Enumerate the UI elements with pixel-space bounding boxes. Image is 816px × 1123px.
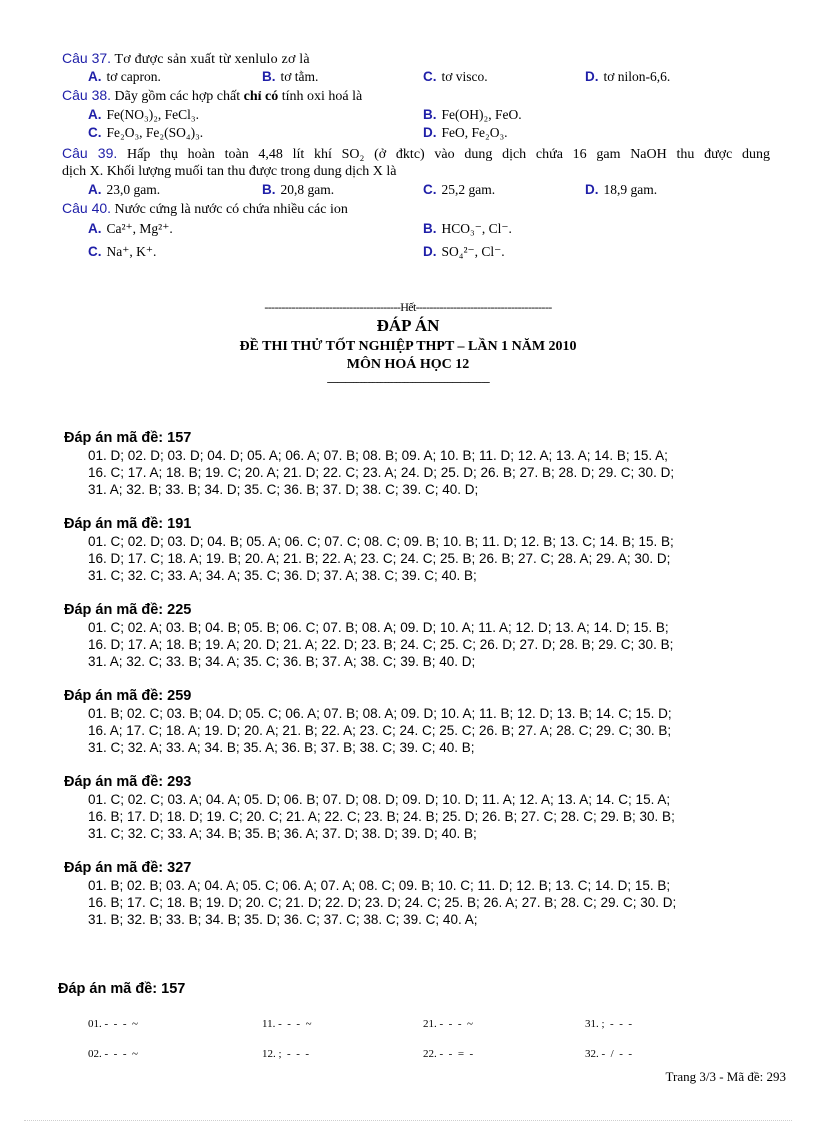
answer-block-225 — [64, 601, 754, 670]
grid-cell: 01. - - - ~ — [88, 1018, 138, 1030]
answer-line: 16. D; 17. C; 18. A; 19. B; 20. A; 21. B; 22. A; 23. C; 24. C; 25. B; 26. B; 27. C; 28. A; 29. A; 30. D; — [88, 551, 671, 566]
answer-line: 16. B; 17. C; 18. B; 19. D; 20. C; 21. D; 22. D; 23. D; 24. C; 25. B; 26. A; 27. B; 28. C; 29. C; 30. D; — [88, 895, 677, 910]
page-footer: Trang 3/3 - Mã đề: 293 — [665, 1069, 786, 1084]
answer-line: 31. C; 32. C; 33. A; 34. A; 35. C; 36. D; 37. A; 38. C; 39. C; 40. B; — [88, 568, 477, 583]
option-c — [423, 68, 488, 85]
option-a — [88, 181, 160, 198]
question-text: tính oxi hoá là — [278, 89, 363, 104]
grid-cell: 32. - / - - — [585, 1048, 633, 1060]
question-39-line2: dịch X. Khối lượng muối tan thu được trong dung dịch X là — [62, 164, 397, 179]
option-label: A. — [88, 107, 102, 122]
question-text: Dãy gồm các hợp chất — [114, 89, 244, 104]
option-label: B. — [423, 221, 437, 236]
answer-line: 31. A; 32. C; 33. B; 34. A; 35. C; 36. B; 37. A; 38. C; 39. B; 40. D; — [88, 654, 476, 669]
option-text: tơ capron. — [106, 69, 161, 84]
grid-cell: 11. - - - ~ — [262, 1018, 312, 1030]
question-label: Câu 37. — [62, 50, 112, 66]
option-text: Fe(NO₃)₂, FeCl₃. — [106, 107, 199, 122]
question-text-bold: chỉ có — [243, 89, 279, 104]
option-text: HCO₃⁻, Cl⁻. — [441, 221, 512, 236]
answer-line: 01. C; 02. A; 03. B; 04. B; 05. B; 06. C; 07. B; 08. A; 09. D; 10. A; 11. A; 12. D; 13. A; 14. D; 15. B; — [88, 620, 669, 635]
option-text: 20,8 gam. — [280, 182, 335, 197]
answer-block-157 — [64, 429, 754, 498]
question-40 — [62, 200, 348, 218]
subject-title: MÔN HOÁ HỌC 12 — [346, 357, 470, 372]
answer-block-title: Đáp án mã đề: 293 — [64, 774, 192, 790]
option-text: Ca²⁺, Mg²⁺. — [106, 221, 173, 236]
answer-block-191 — [64, 515, 754, 584]
option-label: C. — [423, 69, 437, 84]
option-c — [423, 181, 495, 198]
question-39 — [62, 145, 770, 163]
answer-line: 31. A; 32. B; 33. B; 34. D; 35. C; 36. B; 37. D; 38. C; 39. C; 40. D; — [88, 482, 479, 497]
question-label: Câu 39. — [62, 145, 118, 161]
answer-grid-title: Đáp án mã đề: 157 — [58, 981, 186, 997]
option-b — [423, 106, 522, 123]
grid-cell: 22. - - = - — [423, 1048, 474, 1060]
answer-line: 01. C; 02. C; 03. A; 04. A; 05. D; 06. B; 07. D; 08. D; 09. D; 10. D; 11. A; 12. A; 13. A; 14. C; 15. A; — [88, 792, 671, 807]
option-label: C. — [88, 244, 102, 259]
option-text: 23,0 gam. — [106, 182, 161, 197]
option-text: tơ visco. — [441, 69, 488, 84]
answer-block-title: Đáp án mã đề: 157 — [64, 430, 192, 446]
option-text: tơ tằm. — [280, 69, 319, 84]
option-text: tơ nilon-6,6. — [603, 69, 671, 84]
answer-block-259 — [64, 687, 754, 756]
question-text: Nước cứng là nước có chứa nhiều các ion — [114, 202, 348, 217]
answer-line: 16. C; 17. A; 18. B; 19. C; 20. A; 21. D; 22. C; 23. A; 24. D; 25. D; 26. B; 27. B; 28. D; 29. C; 30. D; — [88, 465, 675, 480]
option-text: 18,9 gam. — [603, 182, 658, 197]
answer-key-title: ĐÁP ÁN — [376, 316, 440, 335]
option-label: B. — [262, 182, 276, 197]
option-text: SO₄²⁻, Cl⁻. — [441, 244, 505, 259]
question-label: Câu 38. — [62, 87, 112, 103]
option-label: D. — [423, 125, 437, 140]
answer-block-327 — [64, 859, 754, 928]
option-text: Fe(OH)₂, FeO. — [441, 107, 522, 122]
answer-block-title: Đáp án mã đề: 191 — [64, 516, 192, 532]
option-label: D. — [423, 244, 437, 259]
answer-line: 16. A; 17. C; 18. A; 19. D; 20. A; 21. B; 22. A; 23. C; 24. C; 25. C; 26. B; 27. A; 28. C; 29. C; 30. B; — [88, 723, 672, 738]
heading-underline: ------------------------------------------------------------- — [326, 376, 490, 388]
answer-line: 01. B; 02. B; 03. A; 04. A; 05. C; 06. A; 07. A; 08. C; 09. B; 10. C; 11. D; 12. B; 13. C; 14. D; 15. B; — [88, 878, 671, 893]
option-label: B. — [262, 69, 276, 84]
answer-line: 01. D; 02. D; 03. D; 04. D; 05. A; 06. A; 07. B; 08. B; 09. A; 10. B; 11. D; 12. A; 13. A; 14. B; 15. A; — [88, 448, 668, 463]
question-37 — [62, 50, 310, 68]
answer-line: 31. C; 32. A; 33. A; 34. B; 35. A; 36. B; 37. B; 38. C; 39. C; 40. B; — [88, 740, 475, 755]
option-a — [88, 106, 199, 123]
option-label: C. — [88, 125, 102, 140]
answer-line: 01. C; 02. D; 03. D; 04. B; 05. A; 06. C; 07. C; 08. C; 09. B; 10. B; 11. D; 12. B; 13. C; 14. B; 15. B; — [88, 534, 674, 549]
option-text: Fe₂O₃, Fe₂(SO₄)₃. — [106, 125, 204, 140]
option-b — [423, 220, 512, 237]
option-label: A. — [88, 69, 102, 84]
option-text: Na⁺, K⁺. — [106, 244, 157, 259]
grid-cell: 31. ; - - - — [585, 1018, 633, 1030]
answer-line: 31. B; 32. B; 33. B; 34. B; 35. D; 36. C; 37. C; 38. C; 39. C; 40. A; — [88, 912, 478, 927]
answer-block-title: Đáp án mã đề: 259 — [64, 688, 192, 704]
option-d — [423, 243, 505, 260]
end-separator: ----------------------------------------Hết---------------------------------------- — [264, 300, 552, 314]
option-c — [88, 124, 203, 141]
answer-block-title: Đáp án mã đề: 225 — [64, 602, 192, 618]
option-label: A. — [88, 221, 102, 236]
option-text: FeO, Fe₂O₃. — [441, 125, 508, 140]
answer-line: 31. C; 32. C; 33. A; 34. B; 35. B; 36. A; 37. D; 38. D; 39. D; 40. B; — [88, 826, 477, 841]
option-c — [88, 243, 156, 260]
option-label: C. — [423, 182, 437, 197]
grid-cell: 12. ; - - - — [262, 1048, 310, 1060]
answer-line: 16. D; 17. A; 18. B; 19. A; 20. D; 21. A; 22. D; 23. B; 24. C; 25. C; 26. D; 27. D; 28. B; 29. C; 30. B; — [88, 637, 674, 652]
exam-subtitle: ĐỀ THI THỬ TỐT NGHIỆP THPT – LẦN 1 NĂM 2010 — [239, 339, 577, 354]
answer-block-title: Đáp án mã đề: 327 — [64, 860, 192, 876]
option-label: D. — [585, 69, 599, 84]
page-divider — [24, 1120, 792, 1121]
grid-cell: 21. - - - ~ — [423, 1018, 473, 1030]
question-text: Tơ được sản xuất từ xenlulo zơ là — [114, 52, 310, 67]
option-label: A. — [88, 182, 102, 197]
option-b — [262, 181, 334, 198]
option-text: 25,2 gam. — [441, 182, 496, 197]
option-d — [585, 181, 657, 198]
question-38 — [62, 87, 362, 105]
answer-line: 16. B; 17. D; 18. D; 19. C; 20. C; 21. A; 22. C; 23. B; 24. B; 25. D; 26. B; 27. C; 28. C; 29. B; 30. B; — [88, 809, 675, 824]
grid-cell: 02. - - - ~ — [88, 1048, 138, 1060]
option-d — [585, 68, 670, 85]
question-label: Câu 40. — [62, 200, 112, 216]
option-label: D. — [585, 182, 599, 197]
option-d — [423, 124, 508, 141]
answer-line: 01. B; 02. C; 03. B; 04. D; 05. C; 06. A; 07. B; 08. A; 09. D; 10. A; 11. B; 12. D; 13. B; 14. C; 15. D; — [88, 706, 672, 721]
option-b — [262, 68, 318, 85]
option-a — [88, 68, 161, 85]
option-label: B. — [423, 107, 437, 122]
option-a — [88, 220, 173, 237]
answer-block-293 — [64, 773, 754, 842]
question-text: Hấp thụ hoàn toàn 4,48 lít khí SO₂ (ở đktc) vào dung dịch chứa 16 gam NaOH thu được dung — [127, 147, 771, 162]
